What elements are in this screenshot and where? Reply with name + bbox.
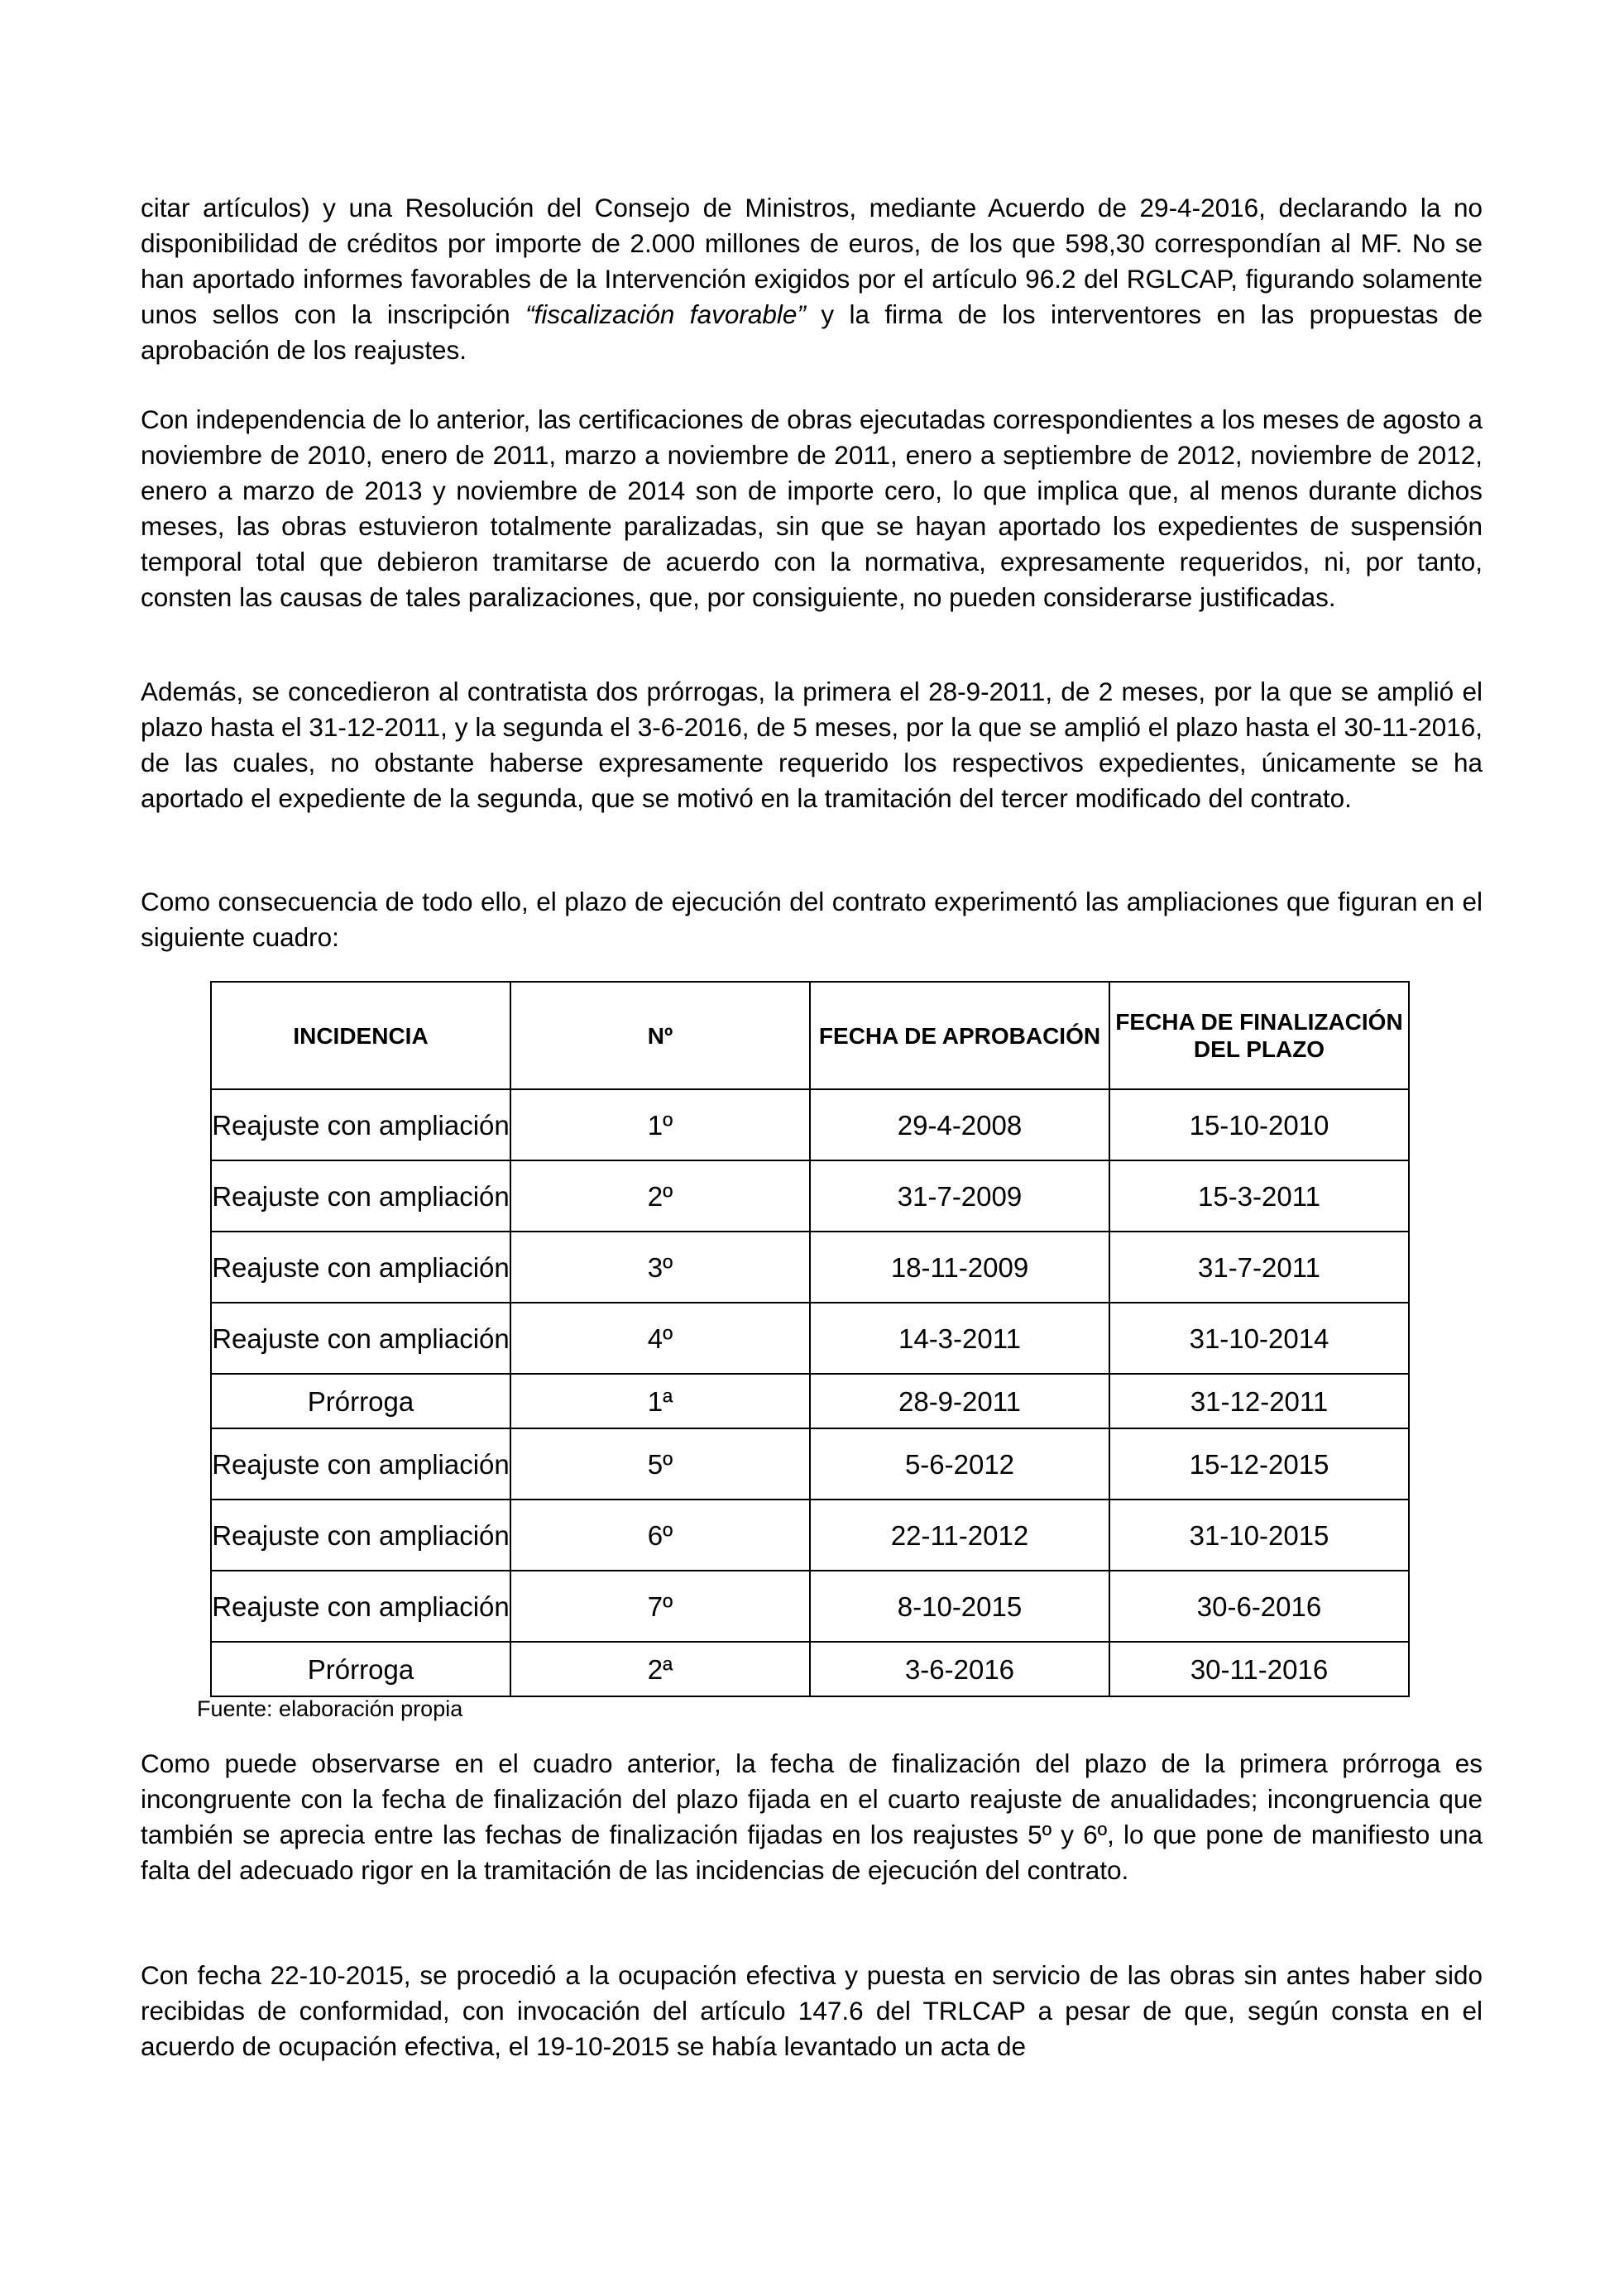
cell-numero: 2º <box>510 1160 810 1232</box>
cell-incidencia: Prórroga <box>211 1642 510 1696</box>
cell-fecha-finalizacion: 31-10-2015 <box>1109 1500 1409 1571</box>
cell-fecha-aprobacion: 8-10-2015 <box>810 1571 1109 1642</box>
paragraph-4-text: Como consecuencia de todo ello, el plazo de ejecución del contrato experimentó las ampliaciones que figuran en el siguiente cuadro: <box>141 887 1483 952</box>
paragraph-1-emphasis: “fiscalización favorable” <box>525 299 806 329</box>
paragraph-3 <box>141 674 1483 816</box>
cell-fecha-aprobacion: 28-9-2011 <box>810 1374 1109 1428</box>
cell-incidencia: Reajuste con ampliación <box>211 1089 510 1160</box>
header-incidencia: INCIDENCIA <box>211 982 510 1089</box>
paragraph-5-text: Como puede observarse en el cuadro anterior, la fecha de finalización del plazo de la primera prórroga es incongruente con la fecha de finalización del plazo fijada en el cuarto reajuste de anualidades; incongruencia que también se aprecia entre las fechas de finalización fijadas en los reajustes 5º y 6º, lo que pone de manifiesto una falta del adecuado rigor en la tramitación de las incidencias de ejecución del contrato. <box>141 1748 1483 1885</box>
paragraph-1-text-a: citar artículos) y una Resolución del Consejo de Ministros, mediante Acuerdo de 29-4-2016, declarando la no disponibilidad de créditos por importe de 2.000 millones de euros, de los que 598,30 correspondían al MF. No se han aportado informes favorables de la Intervención exigidos por el artículo 96.2 del RGLCAP, figurando solamente unos sellos con la inscripción <box>141 193 1483 329</box>
table-row <box>211 1089 1409 1160</box>
header-numero: Nº <box>510 982 810 1089</box>
table-row <box>211 1374 1409 1428</box>
cell-incidencia: Reajuste con ampliación <box>211 1428 510 1500</box>
cell-numero: 5º <box>510 1428 810 1500</box>
cell-fecha-finalizacion: 15-3-2011 <box>1109 1160 1409 1232</box>
paragraph-6-text: Con fecha 22-10-2015, se procedió a la ocupación efectiva y puesta en servicio de las obras sin antes haber sido recibidas de conformidad, con invocación del artículo 147.6 del TRLCAP a pesar de que, según consta en el acuerdo de ocupación efectiva, el 19-10-2015 se había levantado un acta de <box>141 1960 1483 2061</box>
header-fecha-aprobacion: FECHA DE APROBACIÓN <box>810 982 1109 1089</box>
cell-incidencia: Reajuste con ampliación <box>211 1160 510 1232</box>
paragraph-4 <box>141 884 1483 955</box>
table-row <box>211 1428 1409 1500</box>
cell-numero: 1ª <box>510 1374 810 1428</box>
cell-fecha-finalizacion: 30-6-2016 <box>1109 1571 1409 1642</box>
table-row <box>211 1500 1409 1571</box>
cell-fecha-aprobacion: 29-4-2008 <box>810 1089 1109 1160</box>
header-fecha-finalizacion: FECHA DE FINALIZACIÓN DEL PLAZO <box>1109 982 1409 1089</box>
cell-fecha-aprobacion: 31-7-2009 <box>810 1160 1109 1232</box>
paragraph-6 <box>141 1958 1483 2064</box>
cell-fecha-aprobacion: 22-11-2012 <box>810 1500 1109 1571</box>
table-row <box>211 1303 1409 1374</box>
paragraph-2-text: Con independencia de lo anterior, las certificaciones de obras ejecutadas correspondientes a los meses de agosto a noviembre de 2010, enero de 2011, marzo a noviembre de 2011, enero a septiembre de 2012, noviembre de 2012, enero a marzo de 2013 y noviembre de 2014 son de importe cero, lo que implica que, al menos durante dichos meses, las obras estuvieron totalmente paralizadas, sin que se hayan aportado los expedientes de suspensión temporal total que debieron tramitarse de acuerdo con la normativa, expresamente requeridos, ni, por tanto, consten las causas de tales paralizaciones, que, por consiguiente, no pueden considerarse justificadas. <box>141 404 1483 612</box>
paragraph-5 <box>141 1746 1483 1888</box>
cell-numero: 4º <box>510 1303 810 1374</box>
cell-fecha-finalizacion: 15-10-2010 <box>1109 1089 1409 1160</box>
table-row <box>211 1160 1409 1232</box>
cell-numero: 6º <box>510 1500 810 1571</box>
table-header-row <box>211 982 1409 1089</box>
paragraph-2 <box>141 402 1483 615</box>
cell-fecha-finalizacion: 31-10-2014 <box>1109 1303 1409 1374</box>
table-row <box>211 1232 1409 1303</box>
paragraph-1 <box>141 190 1483 368</box>
cell-numero: 7º <box>510 1571 810 1642</box>
cell-fecha-finalizacion: 30-11-2016 <box>1109 1642 1409 1696</box>
table-row <box>211 1571 1409 1642</box>
cell-incidencia: Reajuste con ampliación <box>211 1500 510 1571</box>
cell-incidencia: Reajuste con ampliación <box>211 1303 510 1374</box>
cell-fecha-aprobacion: 3-6-2016 <box>810 1642 1109 1696</box>
table-row <box>211 1642 1409 1696</box>
cell-numero: 1º <box>510 1089 810 1160</box>
cell-fecha-aprobacion: 5-6-2012 <box>810 1428 1109 1500</box>
cell-incidencia: Reajuste con ampliación <box>211 1232 510 1303</box>
extensions-table <box>210 981 1410 1697</box>
paragraph-1-text-b: y la firma de los interventores en las propuestas de aprobación de los reajustes. <box>141 299 1483 365</box>
cell-numero: 3º <box>510 1232 810 1303</box>
cell-numero: 2ª <box>510 1642 810 1696</box>
cell-fecha-aprobacion: 14-3-2011 <box>810 1303 1109 1374</box>
paragraph-3-text: Además, se concedieron al contratista dos prórrogas, la primera el 28-9-2011, de 2 meses, por la que se amplió el plazo hasta el 31-12-2011, y la segunda el 3-6-2016, de 5 meses, por la que se amplió el plazo hasta el 30-11-2016, de las cuales, no obstante haberse expresamente requerido los respectivos expedientes, únicamente se ha aportado el expediente de la segunda, que se motivó en la tramitación del tercer modificado del contrato. <box>141 677 1483 813</box>
table-source-note: Fuente: elaboración propia <box>197 1696 463 1721</box>
cell-incidencia: Prórroga <box>211 1374 510 1428</box>
cell-fecha-finalizacion: 31-7-2011 <box>1109 1232 1409 1303</box>
cell-fecha-finalizacion: 31-12-2011 <box>1109 1374 1409 1428</box>
cell-fecha-aprobacion: 18-11-2009 <box>810 1232 1109 1303</box>
cell-incidencia: Reajuste con ampliación <box>211 1571 510 1642</box>
cell-fecha-finalizacion: 15-12-2015 <box>1109 1428 1409 1500</box>
